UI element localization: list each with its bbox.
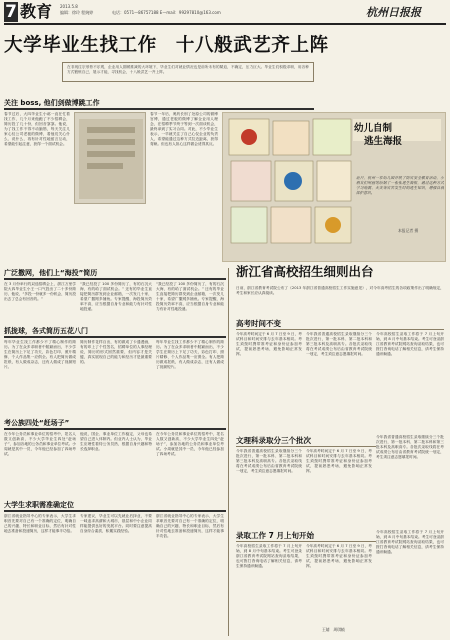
newspaper-logo: 杭州日报报 <box>366 6 421 19</box>
sub-rule <box>236 329 444 330</box>
right-july-col3: 今年高校招生录取工作将于 7 月上旬开始，到 8 月中旬基本结束。考生可登录浙江省教育考试院网站查询录取结果，也可拨打咨询电话了解相关信息，请考生保持通讯畅通。 <box>376 530 444 554</box>
masthead-rule <box>4 23 446 25</box>
section-title-boss: 关注 boss, 他们剑做博跳工作 <box>4 99 100 107</box>
sub-rule <box>236 446 376 447</box>
right-admission-col3: 今年我省普通高校招生录取继续分三个批次进行，第一批本科、第二批本科和第三批本科及高职高专。各批次录取线将在考试成绩公布后由省教育考试院统一划定，考生须注意志愿填报时间。 <box>376 435 444 459</box>
photo-credit: 本报记者 摄 <box>398 228 419 233</box>
contact-info: 电话：0571—86757188 E—mail：99297810@163.com <box>112 10 221 15</box>
editors: 编辑：徐玲 程婉婷 <box>60 10 94 15</box>
right-sub-july: 录取工作 7 月上旬开始 <box>236 531 314 540</box>
masthead <box>0 0 450 26</box>
right-block-lead: 日前，浙江省教育考试院公布了《2013 年浙江省普通高校招生工作实施意见》，对今年高考招生的各项政策作出了明确规定，考生和家长应认真阅读。 <box>236 286 444 295</box>
photo-caption-title-2: 逃生海报 <box>364 136 403 147</box>
section-position-col1: 浙江省就业指导中心的专家表示，大学生求职首先要对自己有一个准确的定位，明确自己的兴趣、特长和职业目标，然后有针对性地去准备和投递简历，这样才能事半功倍。 <box>4 514 76 533</box>
section-haitou-col3: “我已经投了 100 多份简历了，有的石沉大海，有的给了面试机会。” 还有的毕业生直接把简历群发到企业邮箱，一次发几十家，希望广撒网多捕鱼。专家提醒，海投简历效率不高，应当根据自身专业和能力有针对性地投递。 <box>156 282 224 311</box>
right-admission-col1: 今年我省普通高校招生录取继续分三个批次进行，第一批本科、第二批本科和第三批本科及高职高专。各批次录取线将在考试成绩公布后由省教育考试院统一划定，考生须注意志愿填报时间。 <box>236 449 302 473</box>
section-bar <box>4 510 226 512</box>
photo-caption-title-1: 幼儿自制 <box>354 123 393 134</box>
section-boss-col1: 春节过后，大四毕业生小郝一直在忙着找工作，几个月来他跑了不少招聘会，简历投了几十份，但回音寥寥。他说，为了找工作不得不动脑筋，每天关注几家心仪公司老板的微博，看他们关心什么、说什么，再有针对性地留言互动，希望能引起注意，获得一个面试机会。 <box>4 112 70 146</box>
photo-placeholder-icon <box>75 113 147 205</box>
intro-text: 在非现往宗形势不乐观，企业用人期缓推减的大环境下，毕业生们对就业情况也是前所未有的紧迫，不确定，压力巨大。毕业生们积极求职，用各种方式锻炼自己，展示才能，寻找机会，十八般武艺一齐上阵。 <box>67 65 309 74</box>
section-haitou-col2: “我已经投了 100 多份简历了，有的石沉大海，有的给了面试机会。” 还有的毕业生直接把简历群发到企业邮箱，一次发几十家，希望广撒网多捕鱼。专家提醒，海投简历效率不高，应当根据自身专业和能力有针对性地投递。 <box>80 282 152 311</box>
right-exam-time-col2: 今年我省普通高校招生录取继续分三个批次进行，第一批本科、第二批本科和第三批本科及高职高专。各批次录取线将在考试成绩公布后由省教育考试院统一划定，考生须注意志愿填报时间。 <box>306 332 372 356</box>
photo-caption-text: 近日，杭州一家幼儿园开展了防灾安全教育活动，小朋友们用画笔绘制了一张张逃生海报，通过这种方式学习地震、火灾等灾害发生时的逃生知识，增强自我保护意识。 <box>356 176 444 195</box>
right-exam-time-col3: 今年高校招生录取工作将于 7 月上旬开始，到 8 月中旬基本结束。考生可登录浙江省教育考试院网站查询录取结果，也可拨打咨询电话了解相关信息，请考生保持通讯畅通。 <box>376 332 444 356</box>
issue-date: 2013.5.8 <box>60 4 78 9</box>
section-civil-col3: 在今年公务员和事业单位的招考中，报名人数又创新高，不少大学毕业生四处“赶场子”，参加各地的公务员和事业单位考试。小周就是其中一员，今年他已经参加了四场考试。 <box>156 432 224 456</box>
right-sub-admission: 文理科录取分三个批次 <box>236 436 311 445</box>
right-july-col1: 今年高校招生录取工作将于 7 月上旬开始，到 8 月中旬基本结束。考生可登录浙江省教育考试院网站查询录取结果，也可拨打咨询电话了解相关信息，请考生保持通讯畅通。 <box>236 544 302 568</box>
right-july-col2: 今年高考时间定于 6 月 7 日至 9 日，考试科目和时间安排与去年基本相同。考生须按时携带准考证和身份证参加考试，提前熟悉考场，避免影响正常发挥。 <box>306 544 372 568</box>
section-haitou-col1: 在 3 月份举行的双选招聘会上，浙江万里学院大四毕业生小王一口气投出了二十多份简历，他说，“多投一份就多一份机会，简历投出去了总会有回音的。” <box>4 282 76 301</box>
section-resume-col3: 每年毕业生找工作都少不了精心制作的简历。为了在众多求职者中脱颖而出，不少学生在简历上下足了功夫，彩色打印、照片精修、个人作品集一应俱全。有人把简历做成报纸，有人做成杂志，还有人做成了视频短片。 <box>156 340 224 369</box>
sub-rule <box>236 541 376 542</box>
page-number: 7 <box>5 2 17 22</box>
section-resume-col1: 每年毕业生找工作都少不了精心制作的简历。为了在众多求职者中脱颖而出，不少学生在简历上下足了功夫，彩色打印、照片精修、个人作品集一应俱全。有人把简历做成报纸，有人做成杂志，还有人做成了视频短片。 <box>4 340 76 369</box>
right-sub-exam-time: 高考时间不变 <box>236 319 281 328</box>
section-resume-col2: 简历制作花样百出，有的做成了卡通漫画，有的印上了个性签名，招聘单位的人事经理说，简历的形式固然重要，但内容才是关键，真实展现自己的能力和经历才是最重要的。 <box>80 340 152 364</box>
section-civil-col2: 他说，国企、事业单位工作稳定，父母也希望自己进入体制内。但业内人士认为，毕业生应理性看待公务员热，根据自身兴趣和特长选择职业。 <box>80 432 152 451</box>
section-civil-col1: 在今年公务员和事业单位的招考中，报名人数又创新高，不少大学毕业生四处“赶场子”，参加各地的公务员和事业单位考试。小周就是其中一员，今年他已经参加了四场考试。 <box>4 432 76 456</box>
section-boss-col2: 春节一年后，奥药长别了处原公司的微博官博，通过老板的微博了解企业用人理念，在招聘季节终于等到一次面谈机会，最终拿到了实习合同。对此，不少毕业生表示，一早就关注了自己心仪企业的负责人，希望能通过这种方式拉近距离，获得青睐。但也有人担心这样做会适得其反。 <box>150 112 218 146</box>
right-admission-col2: 今年高考时间定于 6 月 7 日至 9 日，考试科目和时间安排与去年基本相同。考生须按时携带准考证和身份证参加考试，提前熟悉考场，避免影响正常发挥。 <box>306 449 372 473</box>
section-bar <box>4 428 226 430</box>
byline: 王婧 周琪帧 <box>322 627 345 632</box>
page-headline: 大学毕业生找工作 十八般武艺齐上阵 <box>4 35 329 56</box>
right-exam-time-col1: 今年高考时间定于 6 月 7 日至 9 日，考试科目和时间安排与去年基本相同。考生须按时携带准考证和身份证参加考试，提前熟悉考场，避免影响正常发挥。 <box>236 332 302 356</box>
section-position-col3: 浙江省就业指导中心的专家表示，大学生求职首先要对自己有一个准确的定位，明确自己的兴趣、特长和职业目标，然后有针对性地去准备和投递简历，这样才能事半功倍。 <box>156 514 224 538</box>
section-name: 教育 <box>20 2 53 21</box>
section-bar <box>4 108 314 110</box>
article-image <box>74 112 146 204</box>
column-divider <box>228 268 229 636</box>
section-title-position: 大学生求职需准确定位 <box>4 501 74 509</box>
section-position-col2: 专家建议，毕业生可以先就业后择业，不要一味追求高薪和大城市，基层和中小企业同样能提供良好的发展平台。同时要注意提高自身综合素质，积累实践经验。 <box>80 514 152 533</box>
section-bar <box>4 336 226 338</box>
section-title-resume: 抓拢球，各式简历五花八门 <box>4 327 88 335</box>
section-title-civil: 考公族四处“赶场子” <box>4 419 70 427</box>
section-title-haitou: 广泛撒网，他们上“海投”简历 <box>4 269 98 277</box>
right-block-headline: 浙江省高校招生细则出台 <box>236 264 374 279</box>
section-bar <box>4 278 226 280</box>
intro-box <box>62 62 314 82</box>
